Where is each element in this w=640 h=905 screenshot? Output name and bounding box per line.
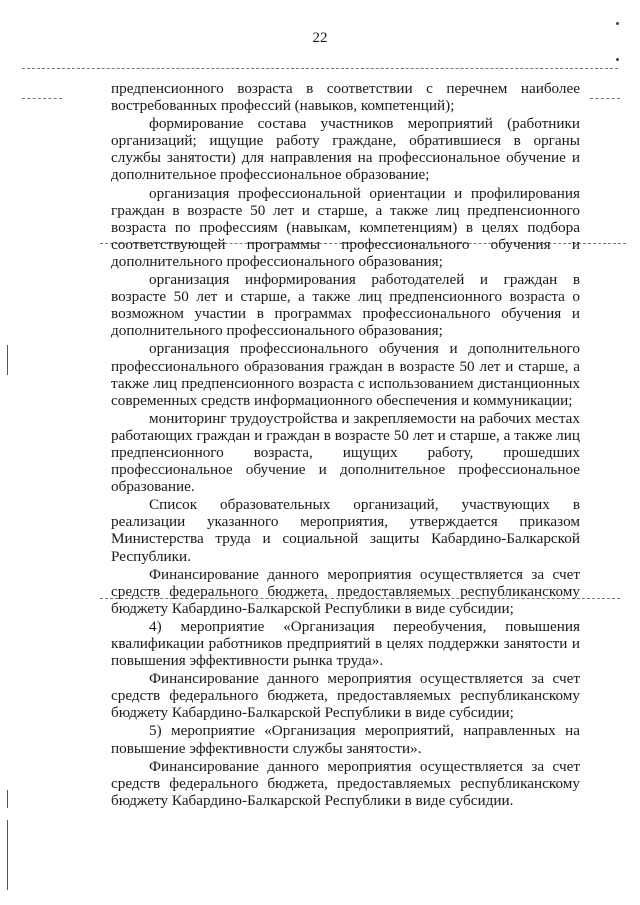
paragraph-1: предпенсионного возраста в соответствии с перечнем наиболее востребованных профессий (навыков, компетенций); (111, 80, 580, 115)
paragraph-6: мониторинг трудоустройства и закрепляемости на рабочих местах работающих граждан и граждан в возрасте 50 лет и старше, а также лиц предпенсионного возраста, ищущих работу, прошедших профессиональное обучение и дополнительное профессиональное образование. (111, 409, 580, 496)
paragraph-12: Финансирование данного мероприятия осуществляется за счет средств федерального бюджета, предоставляемых республиканскому бюджету Кабардино-Балкарской Республики в виде субсидии. (111, 757, 580, 809)
paragraph-4: организация информирования работодателей и граждан в возрасте 50 лет и старше, а также лиц предпенсионного возраста о возможном участии в программах профессионального обучения и дополнительного профессионального образования; (111, 271, 580, 340)
scan-artifact-edge-1 (7, 345, 8, 375)
paragraph-10: Финансирование данного мероприятия осуществляется за счет средств федерального бюджета, предоставляемых республиканскому бюджету Кабардино-Балкарской Республики в виде субсидии; (111, 670, 580, 722)
document-body (111, 80, 580, 809)
scan-artifact-speck-1 (616, 22, 619, 25)
scan-artifact-edge-2 (7, 790, 8, 808)
page-number: 22 (312, 30, 328, 46)
scan-artifact-line-top (22, 68, 618, 69)
scan-artifact-line-right (590, 98, 620, 99)
paragraph-8: Финансирование данного мероприятия осуществляется за счет средств федерального бюджета, предоставляемых республиканскому бюджету Кабардино-Балкарской Республики в виде субсидии; (111, 565, 580, 617)
paragraph-11: 5) мероприятие «Организация мероприятий, направленных на повышение эффективности службы занятости». (111, 722, 580, 757)
paragraph-7: Список образовательных организаций, участвующих в реализации указанного мероприятия, утверждается приказом Министерства труда и социальной защиты Кабардино-Балкарской Республики. (111, 496, 580, 565)
paragraph-2: формирование состава участников мероприятий (работники организаций; ищущие работу граждане, обратившиеся в органы службы занятости) для направления на профессиональное обучение и дополнительное профессиональное образование; (111, 115, 580, 184)
scan-artifact-line-left (22, 98, 62, 99)
paragraph-3: организация профессиональной ориентации и профилирования граждан в возрасте 50 лет и старше, а также лиц предпенсионного возраста по профессиям (навыкам, компетенциям) в целях подбора соответствующей программы профессионального обучения и дополнительного профессионального образования; (111, 184, 580, 270)
scan-artifact-edge-3 (7, 820, 8, 890)
paragraph-9: 4) мероприятие «Организация переобучения, повышения квалификации работников предприятий в целях поддержки занятости и повышения эффективности рынка труда». (111, 617, 580, 670)
paragraph-5: организация профессионального обучения и дополнительного профессионального образования граждан в возрасте 50 лет и старше, а также лиц предпенсионного возраста с использованием дистанционных современных средств информационного обеспечения и коммуникации; (111, 340, 580, 409)
scan-artifact-speck-2 (616, 58, 619, 61)
